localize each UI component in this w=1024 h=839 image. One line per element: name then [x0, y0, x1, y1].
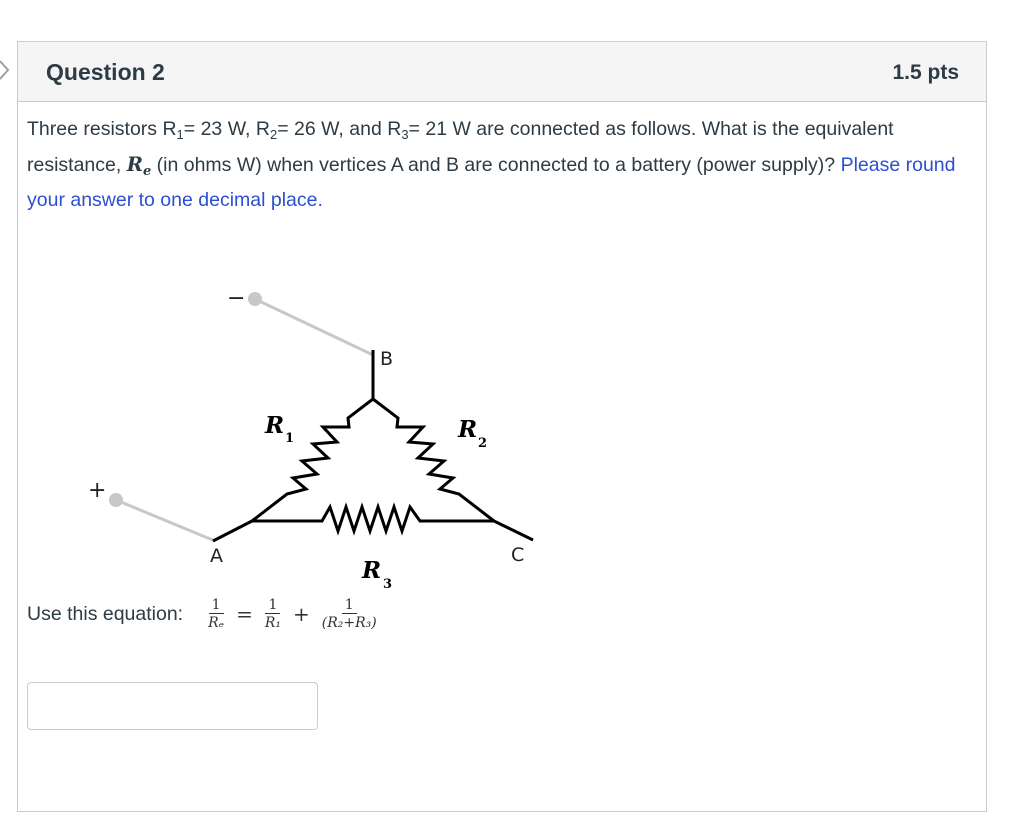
rounding-hint: Please round your answer to one decimal place.	[27, 154, 956, 211]
node-b-label: B	[380, 348, 394, 370]
chevron-right-icon[interactable]	[0, 57, 16, 83]
node-c-label: C	[511, 544, 525, 566]
r3-label: R	[362, 557, 382, 584]
fraction-term2: $\frac{1}{\text{(R₂+R₃)}}$	[321, 596, 377, 631]
text-part: = 21 W are connected as follows. What is the equivalent resistance,	[27, 118, 894, 176]
plus-sign: +	[293, 602, 310, 626]
answer-input[interactable]	[27, 682, 318, 730]
r1-subscript: 1	[285, 431, 295, 446]
text-part: = 23 W, R	[183, 118, 270, 140]
terminal-minus-dot	[248, 292, 262, 306]
subscript: 3	[401, 127, 409, 142]
r1-label: R	[265, 412, 285, 439]
wire-node-a	[213, 521, 252, 541]
question-points: 1.5 pts	[892, 61, 959, 84]
terminal-minus-label: −	[227, 286, 246, 311]
wire-node-c	[494, 521, 533, 540]
fraction-lhs: $\frac{1}{\text{Rₑ}}$	[208, 596, 225, 631]
text-part: = 26 W, and R	[277, 118, 402, 140]
node-a-label: A	[210, 545, 223, 567]
equation-label: Use this equation:	[27, 602, 184, 625]
resistor-r3	[252, 507, 494, 531]
text-part: Three resistors R	[27, 118, 177, 140]
r3-subscript: 3	[383, 577, 393, 592]
re-symbol: $R_e$	[126, 153, 152, 179]
lead-wire-a	[116, 500, 215, 541]
circuit-diagram	[60, 240, 580, 610]
r2-label: R	[458, 416, 478, 443]
question-title: Question 2	[46, 59, 165, 85]
fraction-term1: $\frac{1}{\text{R₁}}$	[264, 596, 281, 631]
question-text	[27, 112, 957, 218]
equation-row	[27, 594, 384, 634]
equals-sign: =	[236, 602, 253, 626]
r2-subscript: 2	[478, 436, 488, 451]
subscript: 1	[176, 127, 184, 142]
lead-wire-b	[255, 299, 373, 355]
subscript: 2	[269, 127, 278, 142]
terminal-plus-label: +	[88, 478, 107, 503]
question-header	[18, 42, 986, 102]
text-part: (in ohms W) when vertices A and B are connected to a battery (power supply)?	[151, 154, 841, 176]
terminal-plus-dot	[109, 493, 123, 507]
equation-formula	[201, 597, 384, 632]
